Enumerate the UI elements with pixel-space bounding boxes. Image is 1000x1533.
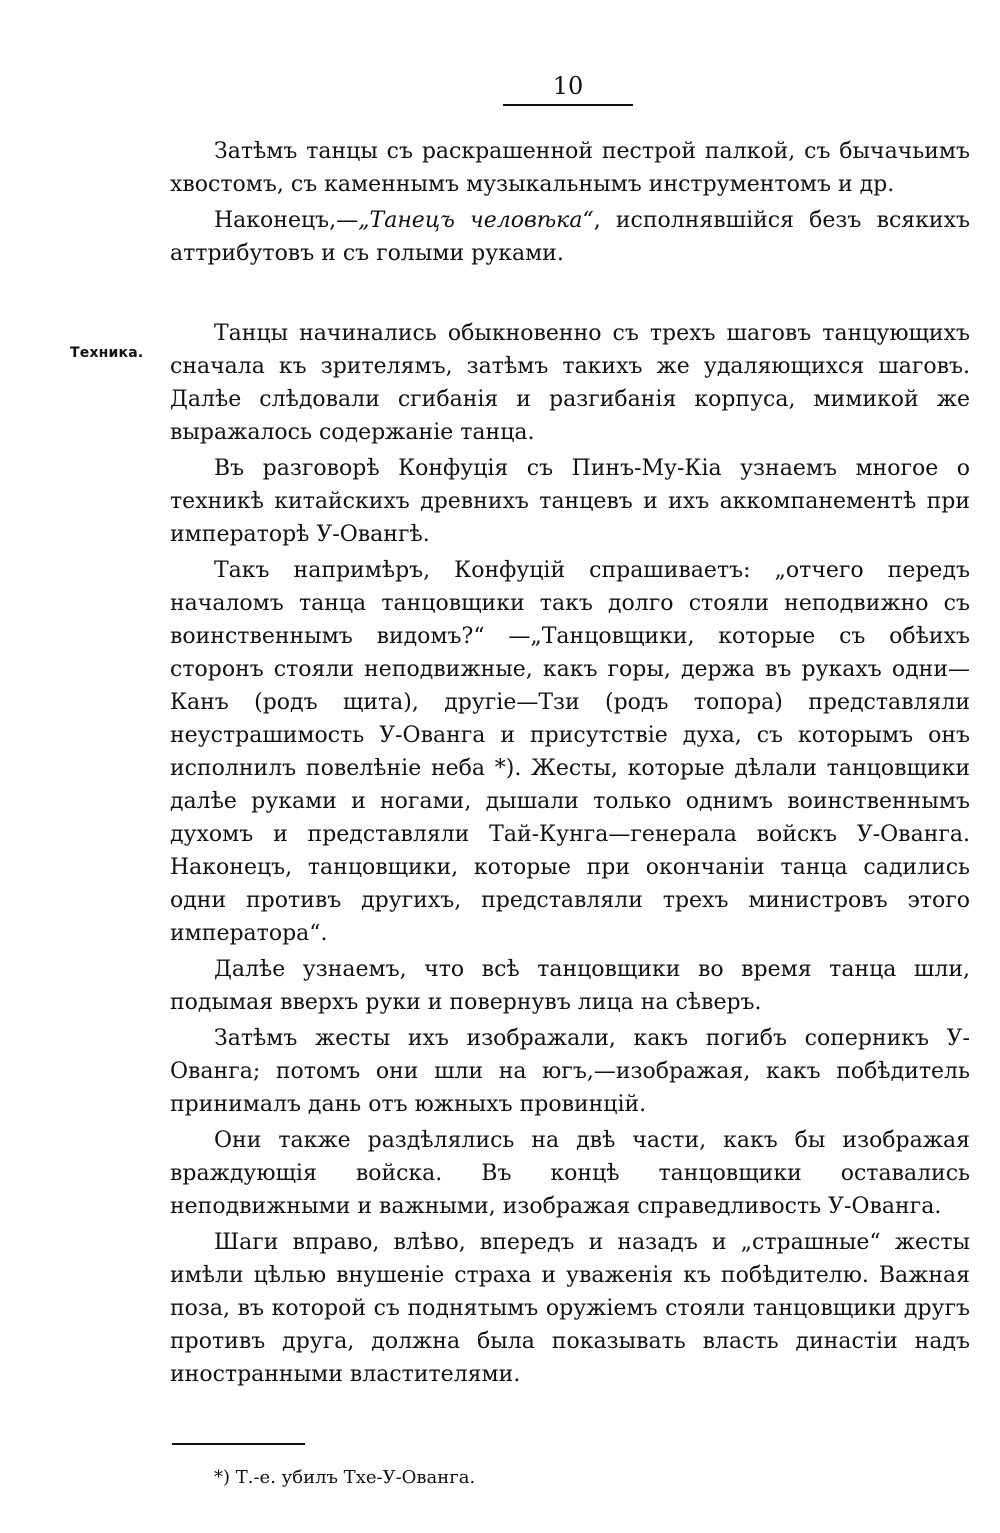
paragraph-two-parts: Они также раздѣлялись на двѣ части, какъ бы изображая враждующія войска. Въ концѣ танцовщики оставались неподвижными и важными, изображая справедливость У-Ованга. xyxy=(170,1128,970,1219)
paragraph-2-rest: , исполнявшійся безъ всякихъ аттрибутовъ и съ голыми руками. xyxy=(170,208,970,266)
footnote-rule xyxy=(172,1443,305,1445)
paragraph-2-lead: Наконецъ,— xyxy=(214,208,359,233)
dance-of-man-title: „Танецъ человѣка“ xyxy=(358,208,594,233)
footnote: *) Т.-е. убилъ Тхе-У-Ованга. xyxy=(214,1467,476,1488)
paragraph-confucius-conversation: Въ разговорѣ Конфуція съ Пинъ-Му-Кіа узнаемъ многое о техникѣ китайскихъ древнихъ танцевъ и ихъ аккомпанементѣ при императорѣ У-Овангѣ. xyxy=(170,456,970,547)
body-text xyxy=(170,135,970,1391)
paragraph-1: Затѣмъ танцы съ раскрашенной пестрой палкой, съ бычачьимъ хвостомъ, съ каменнымъ музыкальнымъ инструментомъ и др. xyxy=(170,139,970,197)
page-number: 10 xyxy=(552,72,584,100)
paragraph-north: Далѣе узнаемъ, что всѣ танцовщики во время танца шли, подымая вверхъ руки и повернувъ лица на сѣверъ. xyxy=(170,957,970,1015)
margin-note-technique: Техника. xyxy=(70,345,144,361)
paragraph-steps: Шаги вправо, влѣво, впередъ и назадъ и „страшные“ жесты имѣли цѣлью внушеніе страха и уваженія къ побѣдителю. Важная поза, въ которой съ поднятымъ оружіемъ стояли танцовщики другъ противъ друга, должна была показывать власть династіи надъ иностранными властителями. xyxy=(170,1230,970,1387)
paragraph-confucius-quote: Такъ напримѣръ, Конфуцій спрашиваетъ: „отчего передъ началомъ танца танцовщики такъ долго стояли неподвижно съ воинственнымъ видомъ?“ —„Танцовщики, которые съ обѣихъ сторонъ стояли неподвижные, какъ горы, держа въ рукахъ одни—Канъ (родъ щита), другіе—Тзи (родъ топора) представляли неустрашимость У-Ованга и присутствіе духа, съ которымъ онъ исполнилъ повелѣніе неба *). Жесты, которые дѣлали танцовщики далѣе руками и ногами, дышали только однимъ воинственнымъ духомъ и представляли Тай-Кунга—генерала войскъ У-Ованга. Наконецъ, танцовщики, которые при окончаніи танца садились одни противъ другихъ, представляли трехъ министровъ этого императора“. xyxy=(170,558,970,946)
paragraph-south: Затѣмъ жесты ихъ изображали, какъ погибъ соперникъ У-Ованга; потомъ они шли на югъ,—изображая, какъ побѣдитель принималъ дань отъ южныхъ провинцій. xyxy=(170,1026,970,1117)
header-rule xyxy=(503,104,633,106)
paragraph-technique-intro: Танцы начинались обыкновенно съ трехъ шаговъ танцующихъ сначала къ зрителямъ, затѣмъ такихъ же удаляющихся шаговъ. Далѣе слѣдовали сгибанія и разгибанія корпуса, мимикой же выражалось содержаніе танца. xyxy=(170,321,970,445)
paragraph-dance-of-man xyxy=(170,204,970,270)
